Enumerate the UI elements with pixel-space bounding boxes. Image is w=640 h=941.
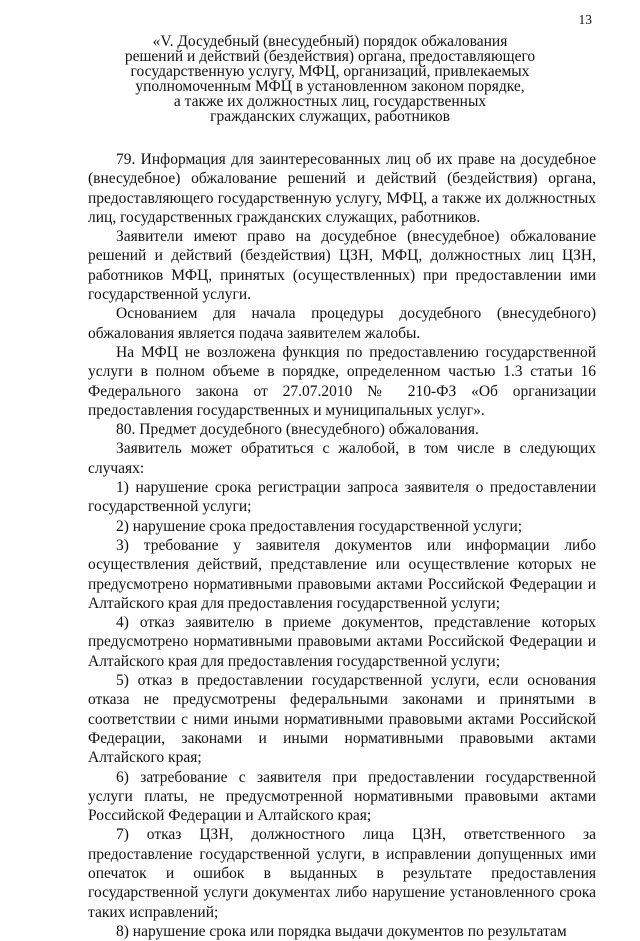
heading-line: гражданских служащих, работников [210, 108, 450, 125]
heading-line: уполномоченным МФЦ в установленном законом порядке, [135, 78, 525, 95]
list-item-4: 4) отказ заявителю в приеме документов, представление которых предусмотрено нормативными правовыми актами Российской Федерации и Алтайского края для предоставления государственной услуги; [88, 614, 596, 670]
list-item-1: 1) нарушение срока регистрации запроса заявителя о предоставлении государственной услуги; [88, 479, 596, 516]
paragraph-cases-intro: Заявитель может обратиться с жалобой, в том числе в следующих случаях: [88, 440, 596, 477]
paragraph-mfc-function: На МФЦ не возложена функция по предоставлению государственной услуги в полном объеме в порядке, определенном частью 1.3 статьи 16 Федерального закона от 27.07.2010 № 210-ФЗ «Об организации предоставления государственных и муниципальных услуг». [88, 343, 596, 419]
heading-line: решений и действий (бездействия) органа, предоставляющего [124, 48, 536, 65]
body-text [88, 150, 596, 941]
heading-line: а также их должностных лиц, государственных [173, 93, 487, 110]
list-item-3: 3) требование у заявителя документов или информации либо осуществления действий, представление или осуществление которых не предусмотрено нормативными правовыми актами Российской Федерации и Алтайского края для предоставления государственной услуги; [88, 536, 596, 612]
heading-line: «V. Досудебный (внесудебный) порядок обжалования [152, 33, 508, 50]
section-heading [80, 34, 580, 124]
list-item-6: 6) затребование с заявителя при предоставлении государственной услуги платы, не предусмотренной нормативными правовыми актами Российской Федерации и Алтайского края; [88, 768, 596, 825]
list-item-5: 5) отказ в предоставлении государственной услуги, если основания отказа не предусмотрены федеральными законами и принятыми в соответствии с ними иными нормативными правовыми актами Российской Федерации, законами и иными нормативными правовыми актами Алтайского края; [88, 672, 596, 767]
paragraph-79-info: 79. Информация для заинтересованных лиц об их праве на досудебное (внесудебное) обжалование решений и действий (бездействия) органа, предоставляющего государственную услугу, МФЦ, а также их должностных лиц, государственных гражданских служащих, работников. [88, 151, 596, 226]
paragraph-grounds: Основанием для начала процедуры досудебного (внесудебного) обжалования является подача заявителем жалобы. [88, 305, 596, 342]
paragraph-right-to-appeal: Заявители имеют право на досудебное (внесудебное) обжалование решений и действий (бездействия) ЦЗН, МФЦ, должностных лиц ЦЗН, работников МФЦ, принятых (осуществленных) при предоставлении ими государственной услуги. [88, 228, 596, 304]
list-item-7: 7) отказ ЦЗН, должностного лица ЦЗН, ответственного за предоставление государственной услуги, в исправлении допущенных ими опечаток и ошибок в выданных в результате предоставления государственной услуги документах либо нарушение установленного срока таких исправлений; [88, 826, 596, 921]
list-item-2: 2) нарушение срока предоставления государственной услуги; [116, 517, 523, 535]
paragraph-80-subject: 80. Предмет досудебного (внесудебного) обжалования. [116, 421, 479, 439]
page-number: 13 [578, 12, 592, 27]
list-item-8: 8) нарушение срока или порядка выдачи документов по результатам [116, 922, 567, 940]
heading-line: государственную услугу, МФЦ, организаций, привлекаемых [130, 63, 530, 80]
